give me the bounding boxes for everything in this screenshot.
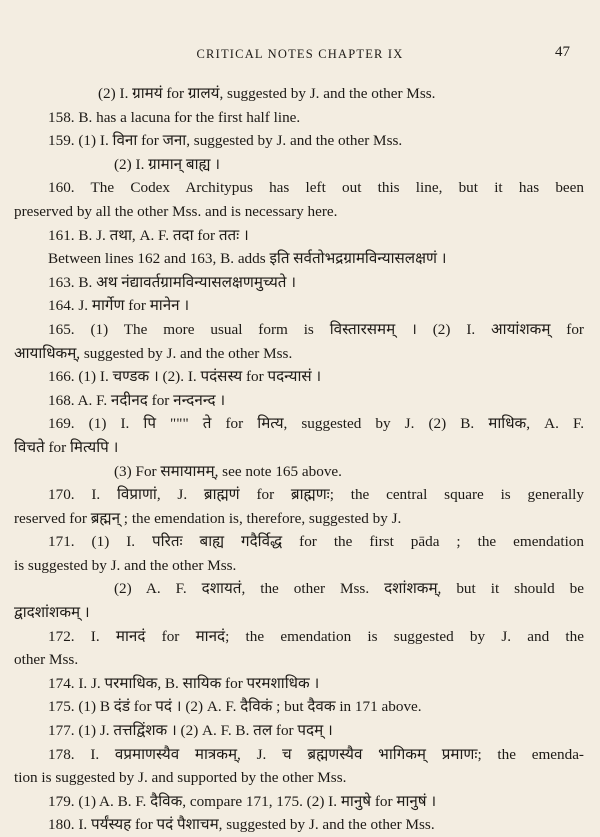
note-line: द्वादशांशकम् ।: [14, 604, 90, 622]
note-line: 159. (1) I. विना for जना, suggested by J. and the other Mss.: [48, 132, 403, 150]
note-line: 177. (1) J. तत्तद्विंशक । (2) A. F. B. तल for पदम् ।: [48, 722, 333, 740]
note-line: 161. B. J. तथा, A. F. तदा for ततः ।: [48, 226, 249, 244]
note-line: (2) A. F. दशायतं, the other Mss. दशांशकम्, but it should be: [114, 580, 584, 598]
note-line: 164. J. मार्गेण for मानेन ।: [48, 297, 190, 315]
note-line: विचते for मित्यपि ।: [14, 438, 119, 456]
note-line: 180. I. पर्यंस्यह for पदं पैशाचम, suggested by J. and the other Mss.: [48, 816, 435, 834]
note-line: 170. I. विप्राणां, J. ब्राह्मणं for ब्राह्मणः; the central square is generally: [48, 486, 584, 504]
note-line: 172. I. मानदं for मानदं; the emendation is suggested by J. and the: [48, 627, 584, 645]
note-line: 174. I. J. परमाधिक, B. सायिक for परमशाधिक ।: [48, 674, 320, 692]
note-line: is suggested by J. and the other Mss.: [14, 556, 237, 574]
note-line: 175. (1) B दंडं for पदं । (2) A. F. दैविकं ; but दैवक in 171 above.: [48, 698, 422, 716]
note-line: 163. B. अथ नंद्यावर्तग्रामविन्यासलक्षणमुच्यते ।: [48, 273, 296, 291]
note-line: आयाधिकम्, suggested by J. and the other Mss.: [14, 344, 293, 362]
note-line: (2) I. ग्रामयं for ग्रालयं, suggested by J. and the other Mss.: [98, 85, 436, 102]
notes-body: [14, 82, 584, 837]
page-number: 47: [555, 44, 570, 60]
note-line: reserved for ब्रह्मन् ; the emendation is, therefore, suggested by J.: [14, 509, 402, 527]
note-line: 158. B. has a lacuna for the first half line.: [48, 108, 301, 126]
note-line: tion is suggested by J. and supported by the other Mss.: [14, 769, 347, 787]
running-head: CRITICAL NOTES CHAPTER IX: [196, 47, 404, 61]
note-line: (3) For समायामम्, see note 165 above.: [114, 462, 342, 480]
note-line: 171. (1) I. परितः बाह्य गदैर्विद्ध for the first pāda ; the emendation: [48, 533, 584, 551]
note-line: 169. (1) I. पि """ ते for मित्य, suggested by J. (2) B. माधिक, A. F.: [48, 415, 584, 433]
note-line: 168. A. F. नदीनद for नन्दनन्द ।: [48, 391, 226, 409]
note-line: 160. The Codex Architypus has left out this line, but it has been: [48, 179, 584, 197]
note-line: (2) I. ग्रामान् बाह्य ।: [114, 155, 221, 173]
note-line: 178. I. वप्रमाणस्यैव मात्रकम्, J. च ब्रह्मणस्यैव भागिकम् प्रमाणः; the emenda-: [48, 745, 584, 763]
note-line: Between lines 162 and 163, B. adds इति सर्वतोभद्रग्रामविन्यासलक्षणं ।: [48, 250, 447, 268]
note-line: 166. (1) I. चण्डक । (2). I. पदंसस्य for पदन्यासं ।: [48, 368, 322, 386]
note-line: other Mss.: [14, 651, 79, 669]
note-line: 179. (1) A. B. F. दैविक, compare 171, 175. (2) I. मानुषे for मानुषं ।: [48, 792, 437, 810]
note-line: 165. (1) The more usual form is विस्तारसमम् । (2) I. आयांशकम् for: [48, 320, 584, 338]
note-line: preserved by all the other Mss. and is necessary here.: [14, 202, 338, 220]
